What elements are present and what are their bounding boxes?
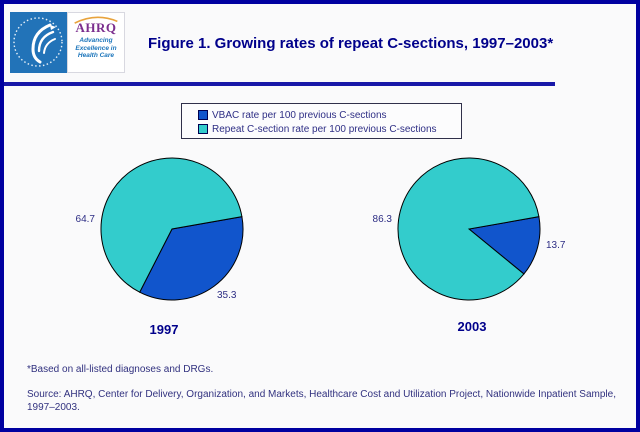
legend-item-vbac — [198, 108, 461, 122]
ahrq-tagline-line3: Health Care — [77, 52, 115, 59]
ahrq-tagline-line1: Advancing — [79, 37, 113, 44]
pie-chart-1997 — [97, 154, 247, 304]
ahrq-wordmark: AHRQ — [75, 20, 117, 35]
footnote-drg: *Based on all-listed diagnoses and DRGs. — [27, 364, 214, 375]
label-2003-repeat-value: 86.3 — [372, 214, 392, 225]
hhs-seal-icon — [10, 12, 67, 73]
pie-chart-2003 — [394, 154, 544, 304]
ahrq-tagline — [75, 37, 116, 60]
label-1997-vbac-value: 35.3 — [217, 290, 237, 301]
chart-legend — [181, 103, 462, 139]
legend-label-vbac: VBAC rate per 100 previous C-sections — [212, 109, 387, 121]
header-divider — [0, 82, 555, 86]
ahrq-tagline-line2: Excellence in — [75, 44, 117, 52]
legend-item-repeat — [198, 122, 461, 136]
repeat-swatch-icon — [198, 124, 208, 134]
pie-year-2003: 2003 — [457, 319, 487, 334]
vbac-swatch-icon — [198, 110, 208, 120]
legend-label-repeat: Repeat C-section rate per 100 previous C-sections — [212, 123, 437, 135]
ahrq-logo — [67, 12, 125, 73]
hhs-eagle-icon — [10, 12, 67, 73]
label-2003-vbac-value: 13.7 — [546, 240, 566, 251]
footnote-source: Source: AHRQ, Center for Delivery, Organization, and Markets, Healthcare Cost and Utilization Project, Nationwide Inpatient Sample, 1997–2003. — [27, 389, 616, 413]
pie-year-1997: 1997 — [149, 322, 179, 337]
label-1997-repeat-value: 64.7 — [75, 214, 95, 225]
agency-logo — [10, 12, 125, 73]
figure-title: Figure 1. Growing rates of repeat C-sections, 1997–2003* — [148, 35, 554, 52]
